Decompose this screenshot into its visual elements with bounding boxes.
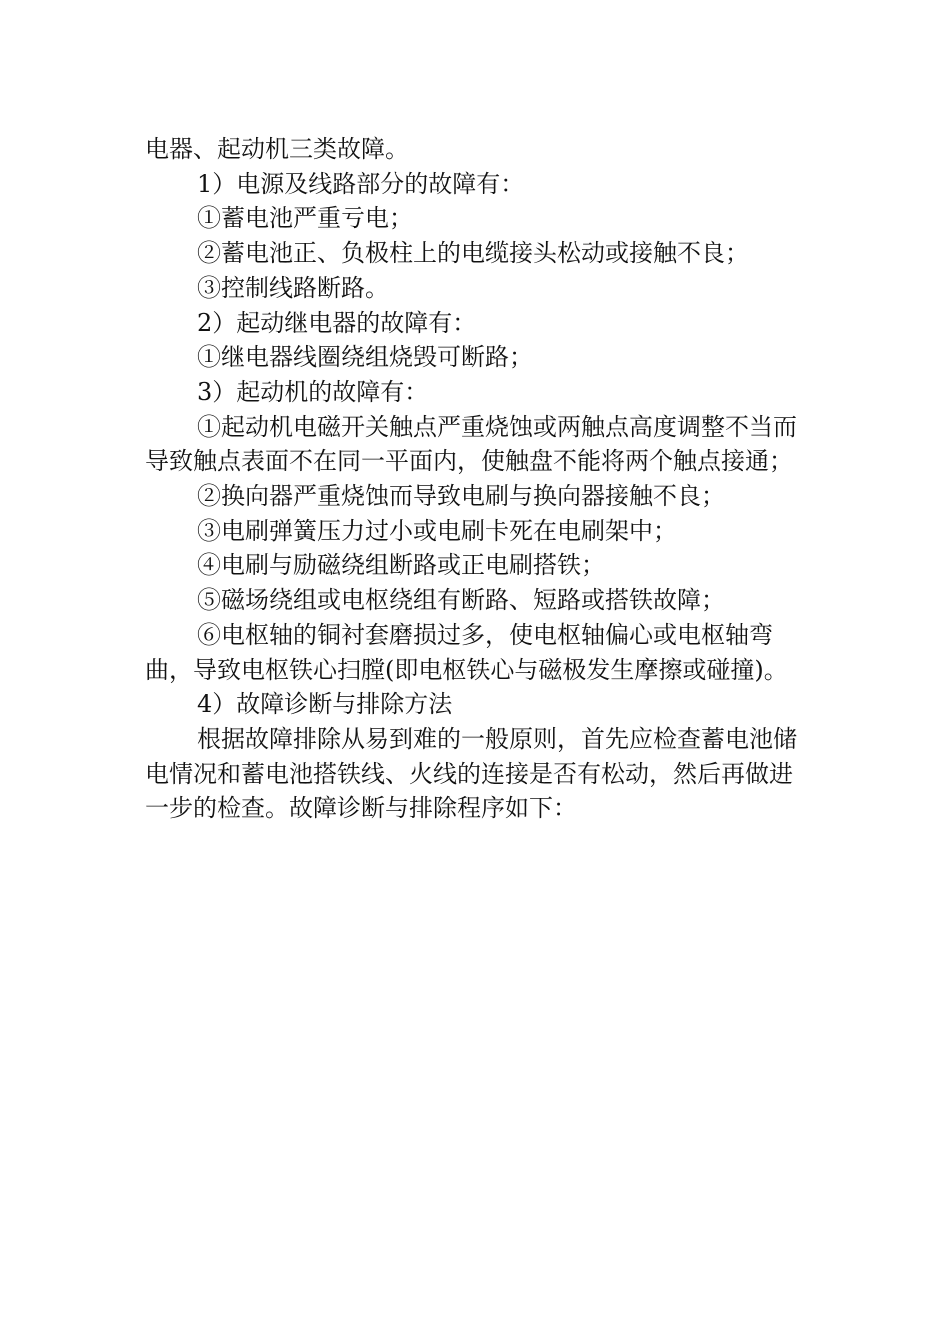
heading-diagnosis-method: 4）故障诊断与排除方法 <box>197 690 453 719</box>
list-item-control-circuit-open: ③控制线路断路。 <box>197 273 389 302</box>
heading-power-circuit-faults: 1）电源及线路部分的故障有： <box>197 169 525 198</box>
paragraph-diagnosis-procedure: 根据故障排除从易到难的一般原则，首先应检查蓄电池储电情况和蓄电池搭铁线、火线的连接是否有松动，然后再做进一步的检查。故障诊断与排除程序如下： <box>145 724 797 823</box>
list-item-armature-bushing: ⑥电枢轴的铜衬套磨损过多，使电枢轴偏心或电枢轴弯曲，导致电枢铁心扫膛(即电枢铁心与磁极发生摩擦或碰撞)。 <box>145 620 788 684</box>
list-item-winding-short: ⑤磁场绕组或电枢绕组有断路、短路或搭铁故障； <box>197 586 725 615</box>
list-item-contact-ablation: ①起动机电磁开关触点严重烧蚀或两触点高度调整不当而导致触点表面不在同一平面内，使触盘不能将两个触点接通； <box>145 412 797 476</box>
list-item-brush-spring: ③电刷弹簧压力过小或电刷卡死在电刷架中； <box>197 516 677 545</box>
heading-starter-faults: 3）起动机的故障有： <box>197 377 429 406</box>
paragraph-intro-fault-categories: 电器、起动机三类故障。 <box>145 135 409 163</box>
list-item-battery-low: ①蓄电池严重亏电； <box>197 204 413 233</box>
list-item-commutator-ablation: ②换向器严重烧蚀而导致电刷与换向器接触不良； <box>197 482 725 511</box>
heading-relay-faults: 2）起动继电器的故障有： <box>197 308 477 337</box>
list-item-cable-loose: ②蓄电池正、负极柱上的电缆接头松动或接触不良； <box>197 239 749 268</box>
body-text <box>145 132 810 826</box>
list-item-relay-coil-burnt: ①继电器线圈绕组烧毁可断路； <box>197 343 533 372</box>
list-item-brush-field-winding: ④电刷与励磁绕组断路或正电刷搭铁； <box>197 551 605 580</box>
